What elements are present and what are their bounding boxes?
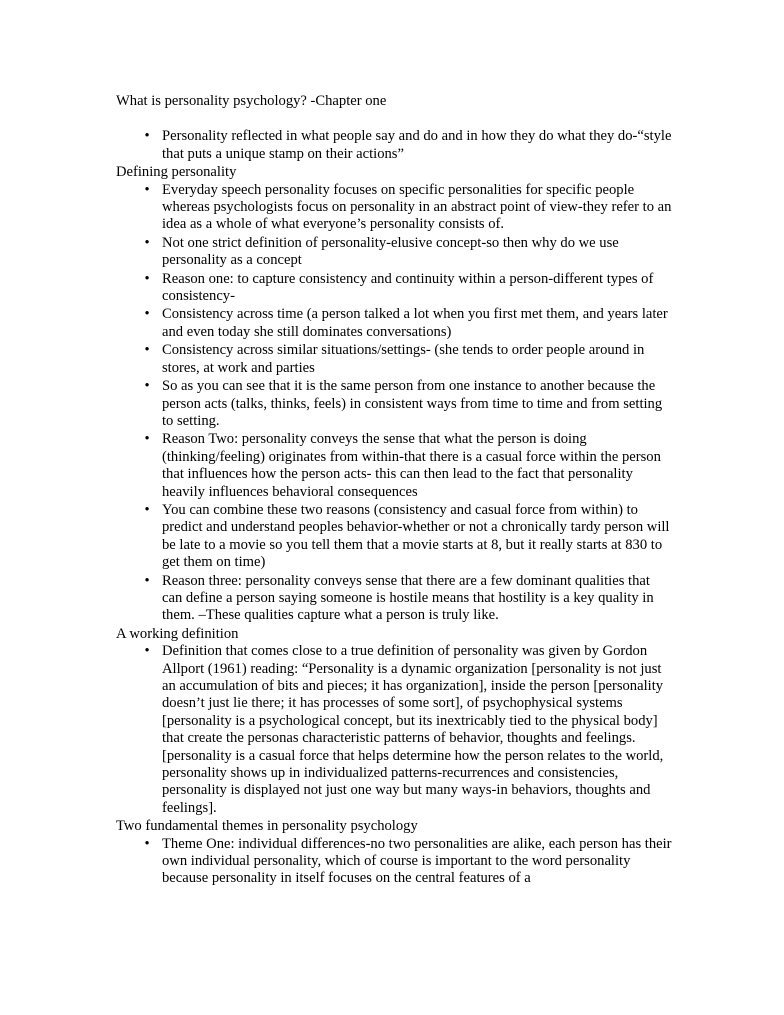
list-item [116, 235, 672, 270]
list-item-text: Reason one: to capture consistency and continuity within a person-different types of consistency- [162, 270, 654, 305]
section-list-defining-personality [116, 182, 672, 625]
bullet-icon: • [144, 431, 150, 448]
list-item-text: Everyday speech personality focuses on specific personalities for specific people whereas psychologists focus on personality in an abstract point of view-they refer to an idea as a whole of what everyone’s personality consists of. [162, 181, 672, 233]
list-item-text: Consistency across time (a person talked a lot when you first met them, and years later and even today she still dominates conversations) [162, 306, 668, 340]
list-item [116, 306, 672, 341]
bullet-icon: • [144, 128, 150, 145]
document-title: What is personality psychology? -Chapter one [116, 93, 387, 109]
list-item-text: Theme One: individual differences-no two personalities are alike, each person has their own individual personality, which of course is important to the word personality because personality in itself focuses on the central features of a [162, 835, 672, 887]
list-item [116, 431, 672, 501]
list-item [116, 643, 672, 817]
bullet-icon: • [144, 378, 150, 395]
list-item-text: Definition that comes close to a true definition of personality was given by Gordon Allport (1961) reading: “Personality is a dynamic organization [personality is not just an accumulation of bits and pieces; it has organization], inside the person [personality doesn’t just lie there; it has processes of some sort], of psychophysical systems [personality is a psychological concept, but its inextricably tied to the physical body] that create the personas characteristic patterns of behavior, thoughts and feelings.[personality is a casual force that helps determine how the person relates to the world, personality shows up in individualized patterns-recurrences and consistencies, personality is displayed not just one way but many ways-in behaviors, thoughts and feelings]. [162, 643, 664, 816]
list-item-text: Personality reflected in what people say and do and in how they do what they do-“style that puts a unique stamp on their actions” [162, 128, 672, 162]
bullet-icon: • [144, 572, 150, 589]
section-list-fundamental-themes [116, 836, 672, 888]
list-item-text: Reason Two: personality conveys the sense that what the person is doing (thinking/feeling) originates from within-that there is a casual force within the person that influences how the person acts- this can then lead to the fact that personality heavily influences behavioral consequences [162, 431, 661, 500]
document-body [116, 93, 672, 889]
list-item [116, 182, 672, 234]
list-item-text: You can combine these two reasons (consistency and casual force from within) to predict and understand peoples behavior-whether or not a chronically tardy person will be late to a movie so you tell them that a movie starts at 8, but it really starts at 830 to get them on time) [162, 501, 670, 571]
list-item-text: Not one strict definition of personality-elusive concept-so then why do we use personality as a concept [162, 234, 619, 269]
list-item [116, 836, 672, 888]
bullet-icon: • [144, 306, 150, 323]
list-item [116, 128, 672, 163]
list-item-text: Reason three: personality conveys sense that there are a few dominant qualities that can define a person saying someone is hostile means that hostility is a key quality in them. –These qualities capture what a person is truly like. [162, 572, 654, 624]
intro-list [116, 128, 672, 163]
list-item-text: So as you can see that it is the same person from one instance to another because the person acts (talks, thinks, feels) in consistent ways from time to time and from setting to setting. [162, 378, 663, 429]
list-item [116, 378, 672, 430]
bullet-icon: • [144, 501, 150, 518]
section-heading-defining-personality: Defining personality [116, 164, 237, 181]
bullet-icon: • [144, 342, 150, 359]
section-heading-working-definition: A working definition [116, 625, 239, 642]
bullet-icon: • [144, 234, 150, 251]
section-heading-fundamental-themes: Two fundamental themes in personality psychology [116, 818, 418, 835]
bullet-icon: • [144, 643, 150, 660]
list-item [116, 271, 672, 306]
bullet-icon: • [144, 181, 150, 198]
list-item [116, 342, 672, 377]
list-item [116, 573, 672, 625]
bullet-icon: • [144, 270, 150, 287]
list-item [116, 502, 672, 572]
section-list-working-definition [116, 643, 672, 817]
bullet-icon: • [144, 835, 150, 852]
list-item-text: Consistency across similar situations/settings- (she tends to order people around in stores, at work and parties [162, 342, 645, 376]
